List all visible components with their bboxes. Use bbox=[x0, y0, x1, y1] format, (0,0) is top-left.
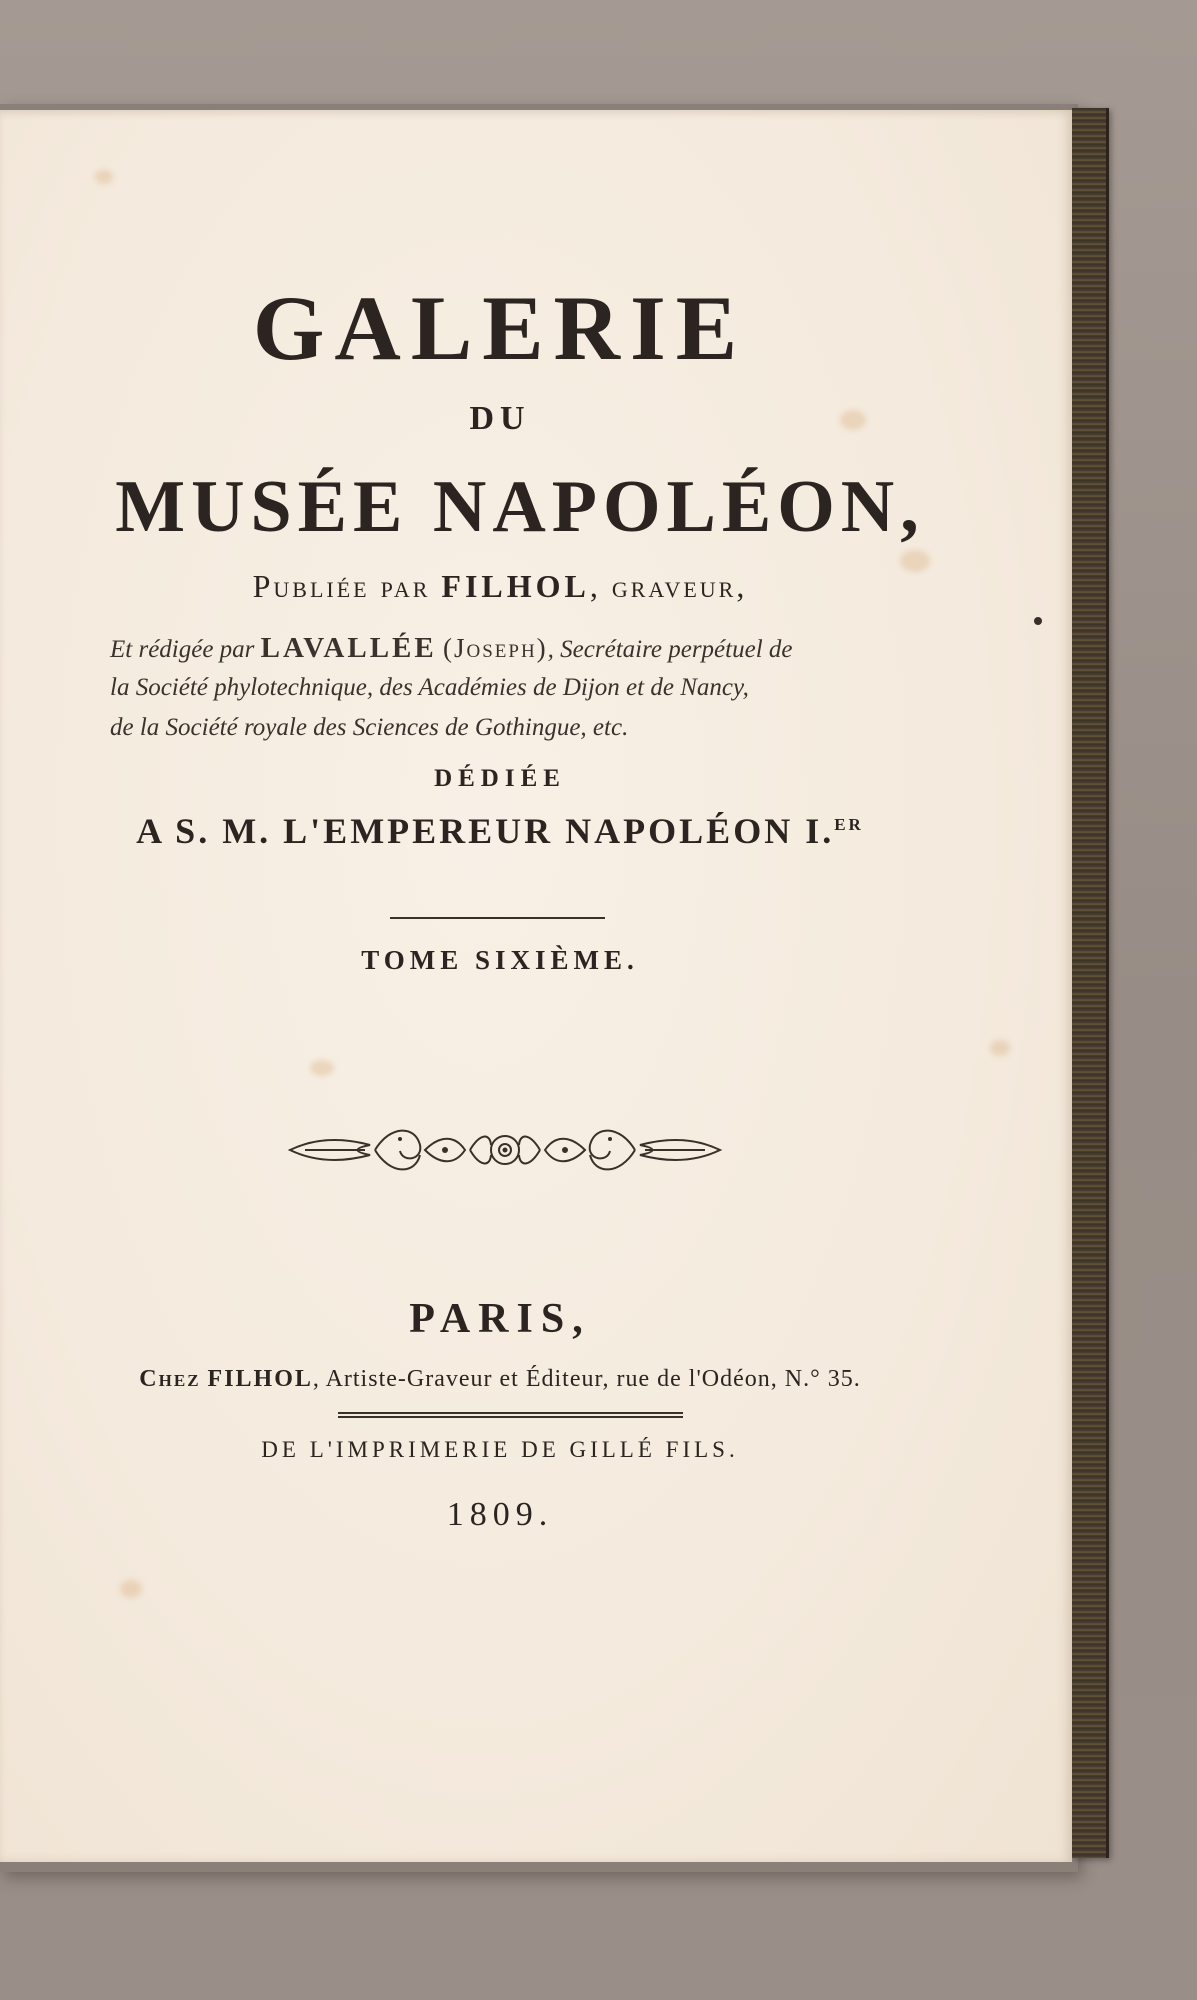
foxing-spot bbox=[990, 1040, 1010, 1056]
editor-line-3: de la Société royale des Sciences de Gothingue, etc. bbox=[110, 714, 629, 741]
imprint-chez-label: Chez bbox=[139, 1366, 201, 1392]
publisher-prefix: Publiée par bbox=[252, 568, 431, 604]
imprint-publisher bbox=[0, 1366, 1000, 1393]
imprint-printer: DE L'IMPRIMERIE DE GILLÉ FILS. bbox=[261, 1437, 739, 1462]
foxing-spot bbox=[120, 1580, 142, 1598]
divider-rule bbox=[390, 917, 605, 919]
dedication-superscript: ER bbox=[834, 815, 864, 834]
publisher-suffix: , graveur, bbox=[589, 568, 748, 604]
editor-line-2: la Société phylotechnique, des Académies de Dijon et de Nancy, bbox=[110, 674, 749, 701]
editor-intro: Et rédigée par bbox=[110, 636, 255, 663]
foxing-spot bbox=[310, 1060, 334, 1076]
volume-label: TOME SIXIÈME. bbox=[361, 945, 639, 975]
editor-line-1 bbox=[110, 628, 930, 670]
fleuron-ornament-icon bbox=[285, 1115, 725, 1185]
title-galerie: GALERIE bbox=[252, 277, 748, 379]
imprint-chez-name: FILHOL bbox=[207, 1366, 313, 1392]
imprint-address: , Artiste-Graveur et Éditeur, rue de l'Odéon, N.° 35. bbox=[312, 1366, 861, 1392]
publisher-name: FILHOL bbox=[441, 568, 590, 604]
editor-given-name: (Joseph) bbox=[443, 633, 548, 663]
foxing-spot bbox=[95, 170, 113, 184]
title-page bbox=[0, 110, 1072, 1862]
publisher-line bbox=[0, 568, 1000, 605]
ink-speck bbox=[1034, 617, 1042, 625]
dedication-label: DÉDIÉE bbox=[434, 765, 566, 792]
editor-role: , Secrétaire perpétuel de bbox=[547, 636, 793, 663]
title-du: DU bbox=[469, 400, 531, 437]
dedication-main: A S. M. L'EMPEREUR NAPOLÉON I. bbox=[136, 811, 835, 851]
title-musee-napoleon: MUSÉE NAPOLÉON, bbox=[115, 466, 925, 548]
book-spine bbox=[1072, 108, 1109, 1858]
dedication-to bbox=[0, 810, 1000, 852]
editor-name: LAVALLÉE bbox=[260, 632, 437, 664]
double-rule bbox=[338, 1412, 683, 1418]
imprint-city: PARIS, bbox=[409, 1296, 591, 1342]
imprint-year: 1809. bbox=[446, 1496, 554, 1533]
